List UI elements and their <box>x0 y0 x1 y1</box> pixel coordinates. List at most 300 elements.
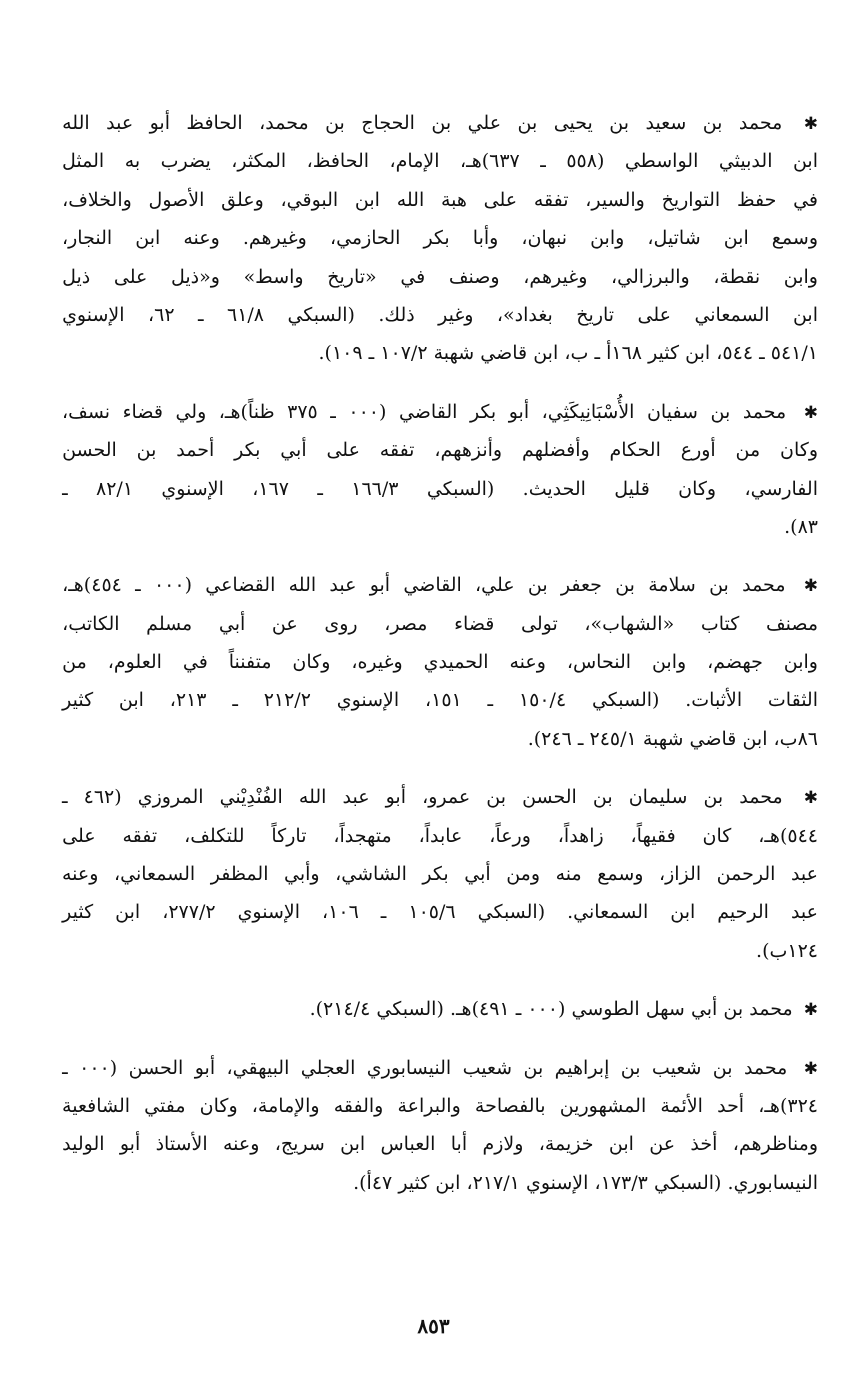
word: به <box>124 150 141 173</box>
entry-line <box>62 431 818 469</box>
word: ظناً)هـ، <box>218 400 275 423</box>
word: عن <box>271 612 298 635</box>
asterisk-icon: ✱ <box>803 788 818 809</box>
word: للتكلف، <box>184 824 245 847</box>
word: ٢٧٧/٢، <box>162 901 216 924</box>
word: الواسطي <box>624 150 699 173</box>
word: شاتيل، <box>647 227 701 250</box>
word: أبي <box>218 612 246 635</box>
word: والبرزالي، <box>611 265 690 288</box>
page-number: ٨٥٣ <box>417 1314 450 1338</box>
word: بن <box>723 998 744 1021</box>
word: جهضم، <box>707 651 763 674</box>
word: ـ <box>135 574 141 597</box>
entry-line <box>62 855 818 893</box>
word: ـ <box>62 477 68 500</box>
word: وكان <box>678 477 717 500</box>
word: والبراعة <box>397 1094 461 1117</box>
word: (٥٥٨ <box>566 150 605 173</box>
entry-line <box>62 334 818 372</box>
word: السمعاني <box>694 303 770 326</box>
word: وكان <box>199 1094 238 1117</box>
entry-line <box>62 508 818 546</box>
word: أخذ <box>690 1133 718 1156</box>
word: زاهداً، <box>557 824 604 847</box>
word: تفقه <box>379 439 415 462</box>
word: والسير، <box>585 188 645 211</box>
word: ابن <box>118 689 144 712</box>
word: ب، <box>564 342 589 365</box>
word: على <box>113 265 148 288</box>
word: فقيهاً، <box>630 824 676 847</box>
word: وكان <box>780 439 818 462</box>
word: وأبي <box>284 863 320 886</box>
word: ١٥١، <box>424 689 462 712</box>
word: كثير <box>398 1171 430 1194</box>
word: وغيره، <box>351 651 403 674</box>
word: ٥٤١/١ <box>770 342 818 365</box>
word: ٨٦ب، <box>773 727 818 750</box>
word: وابن <box>783 651 818 674</box>
word: أحد <box>717 1094 745 1117</box>
word: ولي <box>175 400 207 423</box>
word: وابن <box>590 227 625 250</box>
word: بن <box>431 112 452 134</box>
word: بن <box>709 574 729 597</box>
word: وعنه <box>222 1133 260 1156</box>
word: أبي <box>280 439 307 462</box>
word: ١٥٠/٤ <box>518 689 567 712</box>
word: عبد <box>329 574 357 597</box>
word: بن <box>486 786 507 809</box>
word: الله <box>396 188 425 211</box>
word: بكر <box>422 863 449 886</box>
word: البوقي، <box>280 188 339 211</box>
word: «الشهاب»، <box>584 612 675 635</box>
word: أبو <box>508 400 530 423</box>
word: النيسابوري <box>366 1056 452 1079</box>
word: يضرب <box>160 150 211 173</box>
entry-line <box>62 1087 818 1125</box>
word: نقطة، <box>713 265 761 288</box>
word: السمعاني، <box>113 863 196 886</box>
word: متفنناً <box>228 651 272 674</box>
word: ابن <box>685 342 711 365</box>
word: محمد <box>739 786 783 809</box>
biography-entry <box>62 1049 818 1203</box>
word: المشهورين <box>559 1094 647 1117</box>
word: الحسن <box>522 786 577 809</box>
word: القاضي <box>403 574 462 597</box>
word: الشافعية <box>62 1094 131 1117</box>
word: محمد <box>742 574 786 597</box>
word: وعلق <box>221 188 264 211</box>
word: السمعاني. <box>567 901 649 924</box>
word: الله <box>62 112 90 134</box>
word: الحديث. <box>522 477 586 500</box>
word: ١٠٥/٦ <box>408 901 456 924</box>
word: أبو <box>194 1056 216 1079</box>
word: ٢١٤/٤). <box>309 998 371 1021</box>
word: وسمع <box>771 227 818 250</box>
word: الحافظ <box>186 112 243 134</box>
word: محمد <box>738 112 783 134</box>
word: الحجاج <box>361 112 415 134</box>
word: الأُسْبَانِيكَثِي، <box>541 400 635 423</box>
word: العلوم، <box>107 651 162 674</box>
word: سهل <box>645 998 685 1021</box>
word: مصنف <box>765 612 818 635</box>
word: ـ <box>62 1056 68 1079</box>
word: كثير <box>62 901 94 924</box>
word: وابن <box>651 651 687 674</box>
word: علي، <box>475 574 515 597</box>
word: علي <box>467 112 502 134</box>
word: ١٠٦، <box>322 901 359 924</box>
word: سفيان <box>646 400 698 423</box>
word: الشاشي، <box>335 863 407 886</box>
word: ذلك. <box>378 303 415 326</box>
word: الحازمي، <box>329 227 401 250</box>
word: الزاز، <box>658 863 702 886</box>
word: البيهقي، <box>226 1056 290 1079</box>
word: أبي <box>690 998 718 1021</box>
word: الرحيم <box>717 901 769 924</box>
word: ابن <box>723 227 749 250</box>
asterisk-icon: ✱ <box>803 114 818 134</box>
asterisk-icon: ✱ <box>803 1000 818 1021</box>
word: كثير <box>62 689 94 712</box>
word: تفقه <box>122 824 158 847</box>
word: ابن <box>533 342 559 365</box>
asterisk-icon: ✱ <box>803 402 818 423</box>
word: بن <box>712 1056 733 1079</box>
word: ومن <box>506 863 541 886</box>
word: الإسنوي <box>161 477 224 500</box>
word: ١٧٣/٣، <box>594 1171 648 1194</box>
word: نبهان، <box>521 227 568 250</box>
entry-line <box>62 893 818 931</box>
word: نسف، <box>62 400 111 423</box>
word: على <box>62 824 96 847</box>
word: ـ <box>515 998 522 1021</box>
entry-line <box>62 817 818 855</box>
word: الفارسي، <box>744 477 818 500</box>
word: ابن <box>354 188 380 211</box>
entry-line <box>62 470 818 508</box>
asterisk-icon: ✱ <box>803 1058 818 1079</box>
word: الوليد <box>62 1133 105 1156</box>
word: سعيد <box>645 112 687 134</box>
word: «تاريخ <box>327 265 377 288</box>
entry-line <box>62 142 818 180</box>
word: شعيب <box>651 1056 702 1079</box>
word: بكر <box>423 227 450 250</box>
word: (٠٠٠ <box>79 1056 118 1079</box>
word: ابن <box>115 901 141 924</box>
word: حفظ <box>736 188 777 211</box>
biography-entry <box>62 778 818 970</box>
word: وأبا <box>472 227 499 250</box>
word: ٢١٣، <box>169 689 207 712</box>
word: الأثبات. <box>685 689 743 712</box>
word: من <box>735 439 761 462</box>
word: ـ <box>368 342 375 365</box>
word: ١٦٦/٣ <box>351 477 399 500</box>
biography-entry <box>62 990 818 1028</box>
word: متهجداً، <box>333 824 392 847</box>
word: وغير <box>438 303 474 326</box>
word: ٦١/٨ <box>226 303 265 326</box>
word: كتاب <box>700 612 740 635</box>
word: ـ <box>197 303 204 326</box>
word: روى <box>324 612 358 635</box>
word: محمد، <box>259 112 309 134</box>
word: ٣٧٥ <box>287 400 318 423</box>
word: ٢٤٦). <box>527 727 572 750</box>
word: (السبكي <box>653 1171 722 1194</box>
word: مفتي <box>144 1094 186 1117</box>
word: الرحمن <box>716 863 776 886</box>
word: ابن <box>792 303 818 326</box>
word: بن <box>615 574 635 597</box>
word: العباس <box>380 1133 436 1156</box>
word: ٦٣٧)هـ، <box>460 150 520 173</box>
word: ٦٢، <box>147 303 175 326</box>
word: في <box>400 265 426 288</box>
word: بن <box>523 1056 544 1079</box>
word: النيسابوري. <box>727 1171 818 1194</box>
word: الإسنوي <box>336 689 400 712</box>
entry-line <box>62 605 818 643</box>
word: و«ذيل <box>170 265 220 288</box>
entry-line <box>62 643 818 681</box>
entry-line <box>62 258 818 296</box>
word: على <box>326 439 360 462</box>
word: واسط» <box>243 265 304 288</box>
entry-line <box>62 720 818 758</box>
word: بن <box>592 786 613 809</box>
word: وعنه <box>509 651 546 674</box>
word: الإسنوي <box>62 303 125 326</box>
word: ٥٤٤، <box>716 342 754 365</box>
word: مسلم <box>146 612 193 635</box>
word: (السبكي <box>287 303 355 326</box>
word: بن <box>710 400 731 423</box>
asterisk-icon: ✱ <box>803 576 818 597</box>
word: أبو <box>369 574 391 597</box>
word: ١٠٩). <box>318 342 363 365</box>
word: بن <box>609 112 630 134</box>
word: وابن <box>783 265 818 288</box>
word: القاضي <box>398 400 458 423</box>
word: ٢١٧/١، <box>466 1171 520 1194</box>
word: بن <box>136 439 157 462</box>
word: خزيمة، <box>538 1133 594 1156</box>
word: الحميدي <box>423 651 489 674</box>
word: عبد <box>106 112 134 134</box>
word: أبو <box>385 786 406 809</box>
word: وعنه <box>183 227 220 250</box>
biography-entry <box>62 393 818 547</box>
word: شعيب <box>462 1056 513 1079</box>
word: القضاعي <box>205 574 276 597</box>
word: بن <box>517 112 538 134</box>
word: ١٦٨أ <box>606 342 642 365</box>
entry-line <box>62 181 818 219</box>
biography-entry <box>62 104 818 373</box>
word: ابن <box>135 227 161 250</box>
word: ٥٤٤)هـ، <box>758 824 818 847</box>
word: وأنزههم، <box>434 439 503 462</box>
word: بن <box>527 574 548 597</box>
word: تاريخ <box>576 303 615 326</box>
word: ـ <box>594 342 601 365</box>
word: النحاس، <box>566 651 632 674</box>
entry-line <box>62 778 818 816</box>
word: وعنه <box>62 863 99 886</box>
word: بغداد»، <box>496 303 553 326</box>
entry-line <box>62 1164 818 1202</box>
word: التواريخ <box>661 188 721 211</box>
word: ذيل <box>62 265 91 288</box>
word: محمد <box>742 400 787 423</box>
word: سليمان <box>628 786 688 809</box>
word: أورع <box>680 439 716 462</box>
word: جعفر <box>560 574 602 597</box>
word: الله <box>288 574 317 597</box>
word: قليل <box>614 477 650 500</box>
entry-line <box>62 566 818 604</box>
word: محمد <box>743 1056 788 1079</box>
word: ـ <box>380 901 387 924</box>
word: (السبكي <box>426 477 495 500</box>
word: ١٠٧/٢ <box>380 342 428 365</box>
word: وسمع <box>597 863 644 886</box>
word: مصر، <box>384 612 428 635</box>
word: تاركاً <box>271 824 307 847</box>
word: المظفر <box>210 863 269 886</box>
word: المكثر، <box>231 150 287 173</box>
word: المروزي <box>137 786 204 809</box>
word: أبا <box>450 1133 468 1156</box>
entry-line <box>62 296 818 334</box>
word: وكان <box>292 651 331 674</box>
word: (٠٠٠ <box>527 998 566 1021</box>
word: الإسنوي <box>525 1171 589 1194</box>
word: ٨٢/١ <box>96 477 134 500</box>
word: على <box>637 303 671 326</box>
entry-line <box>62 219 818 257</box>
word: من <box>62 651 87 674</box>
word: ـ <box>317 477 323 500</box>
word: الحسن <box>62 439 117 462</box>
entry-line <box>62 932 818 970</box>
word: أحمد <box>176 439 215 462</box>
word: عابداً، <box>418 824 463 847</box>
entry-line <box>62 393 818 431</box>
word: المثل <box>62 150 105 173</box>
word: ٢١٢/٢ <box>263 689 311 712</box>
word: بكر <box>234 439 261 462</box>
word: ـ <box>330 400 336 423</box>
word: الأستاذ <box>155 1133 208 1156</box>
word: الدبيثي <box>718 150 773 173</box>
word: أبي <box>464 863 491 886</box>
word: ٢٤٥/١ <box>589 727 637 750</box>
word: (٠٠٠ <box>153 574 192 597</box>
word: (السبكي <box>376 998 444 1021</box>
word: عن <box>649 1133 676 1156</box>
word: منه <box>555 863 582 886</box>
word: ـ <box>232 689 238 712</box>
word: ٤٧أ). <box>353 1171 393 1194</box>
word: قاضي <box>689 727 737 750</box>
entry-line <box>62 681 818 719</box>
word: شهبة <box>642 727 684 750</box>
word: ـ <box>62 786 68 809</box>
word: الحافظ، <box>306 150 370 173</box>
word: الكاتب، <box>62 612 120 635</box>
word: عبد <box>790 863 818 886</box>
word: ٨٣). <box>784 515 818 538</box>
word: قضاء <box>122 400 163 423</box>
entry-line <box>62 990 818 1028</box>
word: ٤٩١)هـ. <box>449 998 510 1021</box>
word: والإمامة، <box>251 1094 320 1117</box>
entry-line <box>62 1049 818 1087</box>
word: العجلي <box>300 1056 356 1079</box>
word: ومناظرهم، <box>732 1133 818 1156</box>
word: الفُنْدِيْني <box>219 786 283 809</box>
word: بكر <box>469 400 497 423</box>
word: (٤٦٢ <box>83 786 122 809</box>
word: الأئمة <box>660 1094 703 1117</box>
word: الطوسي <box>571 998 640 1021</box>
word: ولازم <box>482 1133 524 1156</box>
word: تولى <box>521 612 558 635</box>
word: ابن <box>792 150 818 173</box>
word: قاضي <box>480 342 528 365</box>
word: وغيرهم. <box>242 227 307 250</box>
word: شهبة <box>433 342 475 365</box>
entry-line <box>62 1125 818 1163</box>
word: ابن <box>670 901 696 924</box>
word: بالفصاحة <box>474 1094 546 1117</box>
word: عمرو، <box>422 786 471 809</box>
word: (٠٠٠ <box>348 400 387 423</box>
word: (السبكي <box>591 689 660 712</box>
word: ٤٥٤)هـ، <box>62 574 122 597</box>
word: والخلاف، <box>62 188 132 211</box>
word: محمد <box>749 998 793 1021</box>
word: أبو <box>149 112 170 134</box>
word: النجار، <box>62 227 113 250</box>
word: ابن <box>435 1171 461 1194</box>
word: والفقه <box>333 1094 384 1117</box>
word: ـ <box>487 689 494 712</box>
word: ـ <box>577 727 584 750</box>
biography-entry <box>62 566 818 758</box>
word: في <box>793 188 818 211</box>
word: أبو <box>119 1133 141 1156</box>
word: الإمام، <box>389 150 440 173</box>
word: الإسنوي <box>237 901 301 924</box>
word: قضاء <box>454 612 495 635</box>
word: وغيرهم، <box>523 265 588 288</box>
word: بن <box>702 112 723 134</box>
word: الحسن <box>128 1056 184 1079</box>
